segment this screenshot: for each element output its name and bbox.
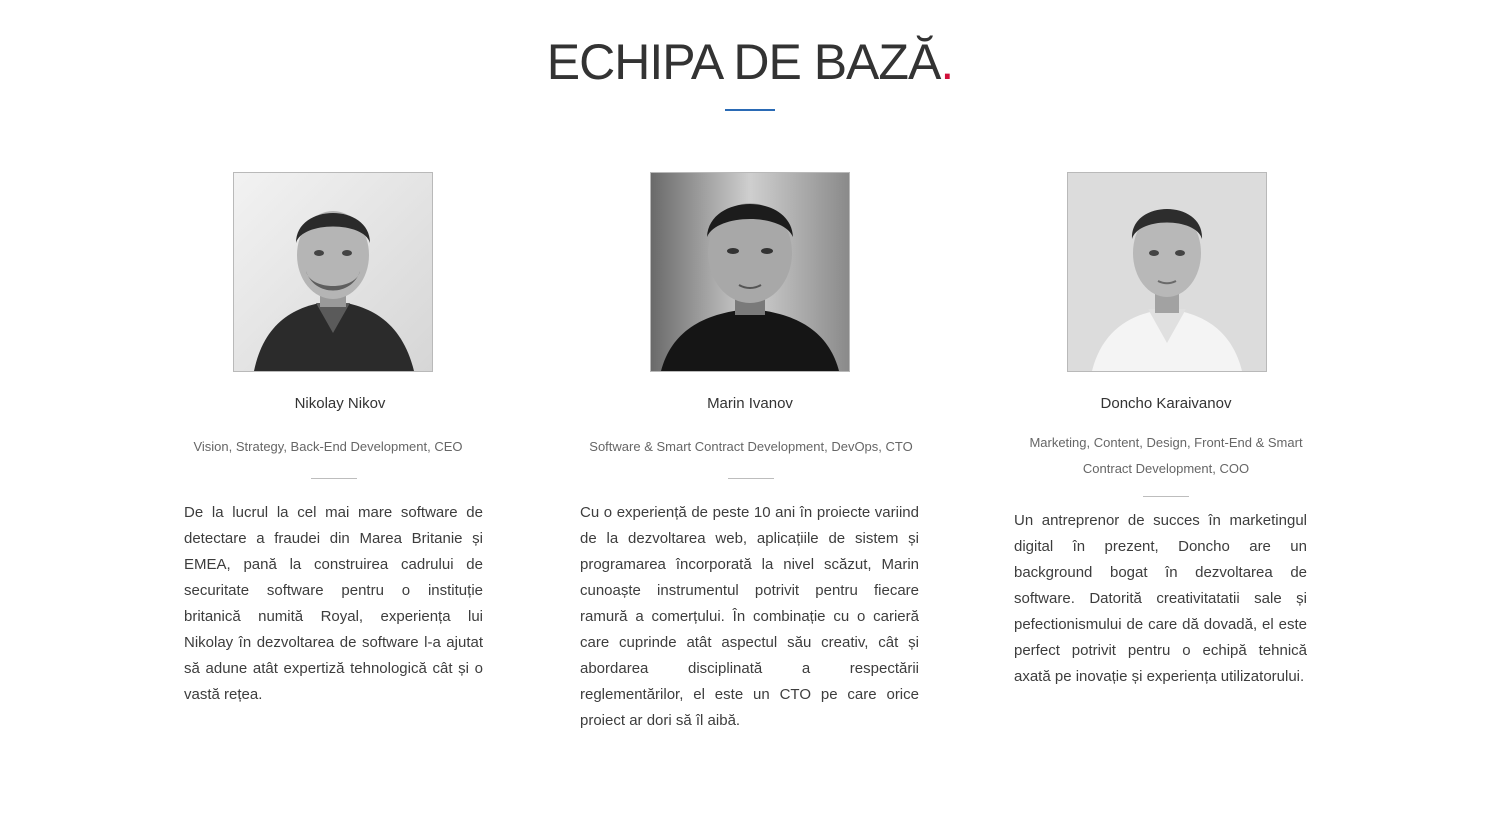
title-underline: [725, 109, 775, 111]
member-divider: [311, 478, 357, 479]
member-role: Vision, Strategy, Back-End Development, CEO: [193, 439, 463, 454]
title-dot: .: [940, 34, 954, 90]
member-name: Doncho Karaivanov: [1100, 395, 1232, 412]
member-role: Software & Smart Contract Development, DevOps, CTO: [589, 439, 913, 454]
section-title: [0, 32, 1500, 92]
member-divider: [728, 478, 774, 479]
member-photo: [1067, 172, 1267, 372]
portrait-image: [1068, 173, 1266, 371]
member-role: Marketing, Content, Design, Front-End & Smart Contract Development, COO: [1029, 435, 1303, 476]
member-bio: Cu o experiență de peste 10 ani în proiecte variind de la dezvoltarea web, aplicațiile de sistem și programarea încorporată la nivel scăzut, Marin cunoaște instrumentul potrivit pentru fiecare ramură a comerțului. În combinație cu o carieră care cuprinde atât aspectul său creativ, cât și abordarea disciplinată a respectării reglementărilor, el este un CTO pe care orice proiect ar dori să îl aibă.: [580, 504, 919, 729]
section-title-text: ECHIPA DE BAZĂ: [546, 34, 941, 90]
portrait-image: [234, 173, 432, 371]
member-name: Marin Ivanov: [707, 395, 793, 412]
member-bio: De la lucrul la cel mai mare software de detectare a fraudei din Marea Britanie și EMEA, pană la construirea cadrului de securitate software pentru o instituție britanică numită Royal, experiența lui Nikolay în dezvoltarea de software l-a ajutat să adune atât expertiză tehnologică cât și o vastă rețea.: [184, 504, 483, 703]
portrait-image: [651, 173, 849, 371]
member-name: Nikolay Nikov: [294, 395, 386, 412]
member-bio: Un antreprenor de succes în marketingul digital în prezent, Doncho are un background bogat în dezvoltarea de software. Datorită creativitatatii sale și pefectionismului de care dă dovadă, el este perfect potrivit pentru o echipă tehnică axată pe inovație și experiența utilizatorului.: [1014, 512, 1307, 685]
member-photo: [233, 172, 433, 372]
member-divider: [1143, 496, 1189, 497]
member-photo: [650, 172, 850, 372]
